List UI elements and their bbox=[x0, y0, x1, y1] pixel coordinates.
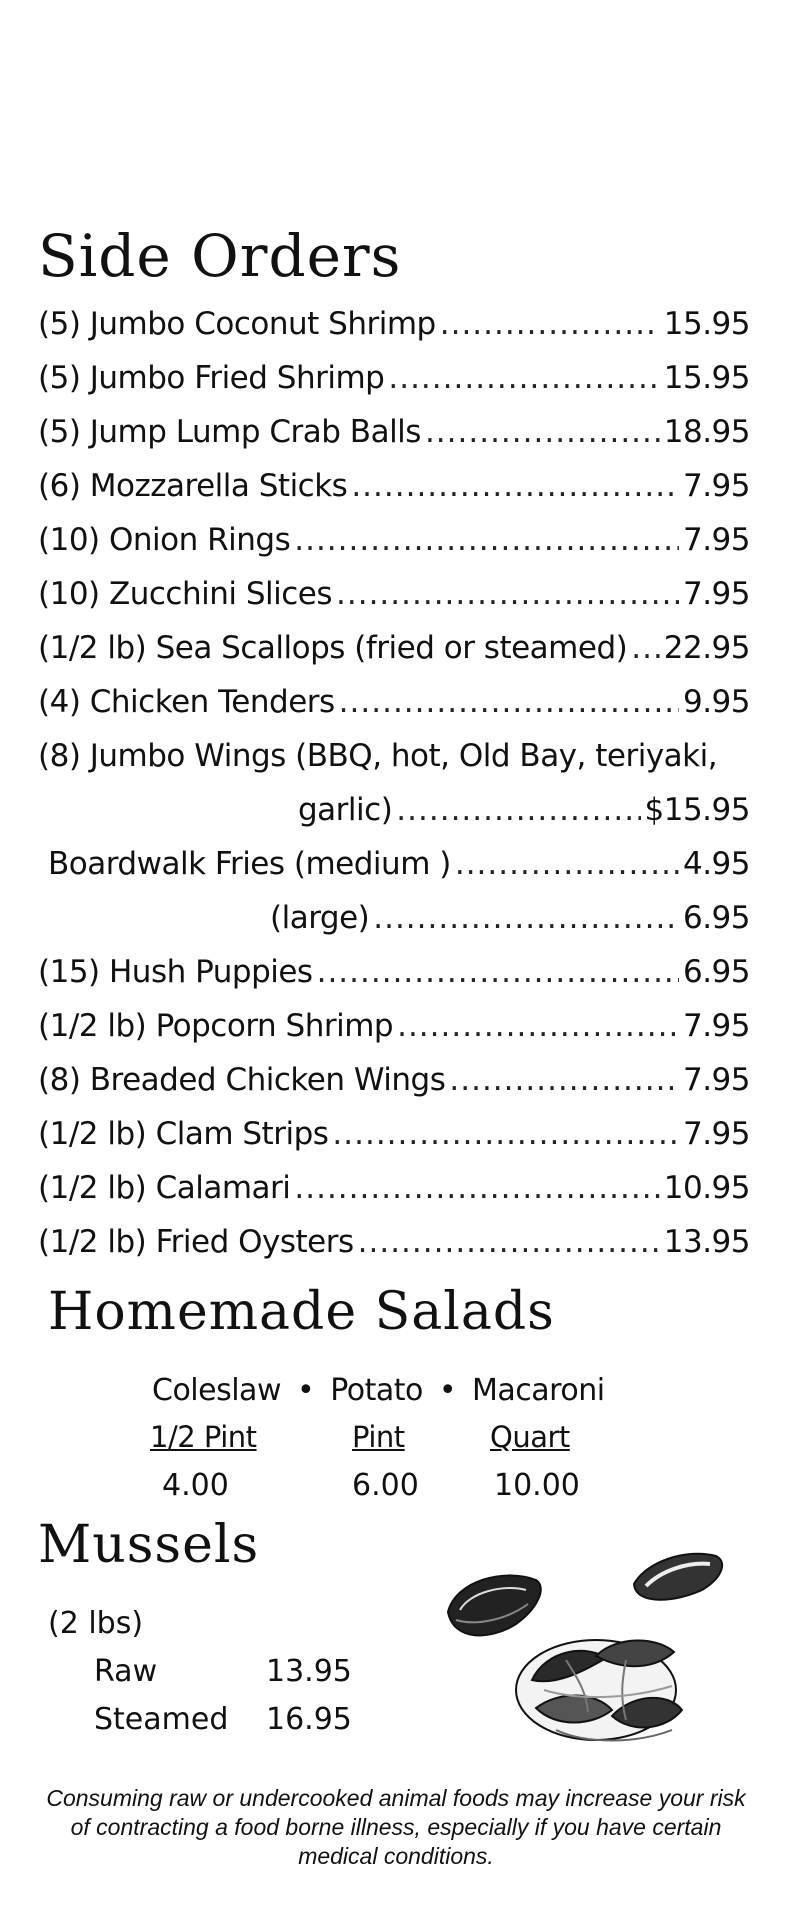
dot-leader bbox=[631, 630, 660, 666]
mussels-raw-price: 13.95 bbox=[266, 1654, 352, 1689]
homemade-salads-title: Homemade Salads bbox=[48, 1282, 555, 1342]
menu-item bbox=[38, 522, 750, 576]
dot-leader bbox=[449, 1062, 679, 1098]
item-price: 4.95 bbox=[682, 846, 750, 882]
menu-item bbox=[38, 1062, 750, 1116]
item-name: (4) Chicken Tenders bbox=[38, 684, 335, 720]
item-price: 7.95 bbox=[682, 522, 750, 558]
menu-item bbox=[38, 306, 750, 360]
dot-leader bbox=[373, 900, 679, 936]
item-name: (1/2 lb) Fried Oysters bbox=[38, 1224, 354, 1260]
mussels-raw-label: Raw bbox=[94, 1654, 158, 1689]
item-name: (8) Breaded Chicken Wings bbox=[38, 1062, 446, 1098]
item-name: (5) Jumbo Fried Shrimp bbox=[38, 360, 385, 396]
salad-size-quart: Quart bbox=[490, 1420, 570, 1454]
dot-leader bbox=[351, 468, 679, 504]
item-price: 22.95 bbox=[663, 630, 750, 666]
salad-price-pint: 6.00 bbox=[352, 1468, 419, 1503]
menu-item bbox=[38, 1170, 750, 1224]
item-name: garlic) bbox=[298, 792, 393, 828]
mussels-quantity: (2 lbs) bbox=[48, 1606, 144, 1641]
dot-leader bbox=[425, 414, 660, 450]
item-price: 7.95 bbox=[682, 1116, 750, 1152]
item-name: (8) Jumbo Wings (BBQ, hot, Old Bay, teriyaki, bbox=[38, 738, 718, 774]
item-name: (1/2 lb) Sea Scallops (fried or steamed) bbox=[38, 630, 628, 666]
menu-item bbox=[38, 954, 750, 1008]
item-price: 6.95 bbox=[682, 900, 750, 936]
dot-leader bbox=[397, 1008, 679, 1044]
mussels-illustration-icon bbox=[436, 1540, 736, 1760]
item-price: 13.95 bbox=[663, 1224, 750, 1260]
health-disclaimer: Consuming raw or undercooked animal foods may increase your risk of contracting a food borne illness, especially if you have certain medical conditions. bbox=[46, 1785, 746, 1869]
mussels-title: Mussels bbox=[38, 1515, 260, 1575]
salad-type-macaroni: Macaroni bbox=[472, 1373, 605, 1408]
dot-leader bbox=[339, 684, 679, 720]
menu-item bbox=[38, 360, 750, 414]
item-name: (1/2 lb) Popcorn Shrimp bbox=[38, 1008, 394, 1044]
salad-price-half-pint: 4.00 bbox=[162, 1468, 229, 1503]
bullet-separator: • bbox=[438, 1373, 457, 1408]
menu-item bbox=[38, 1116, 750, 1170]
dot-leader bbox=[396, 792, 640, 828]
menu-item bbox=[38, 738, 750, 792]
dot-leader bbox=[455, 846, 679, 882]
dot-leader bbox=[332, 1116, 679, 1152]
item-price: 7.95 bbox=[682, 1062, 750, 1098]
menu-item bbox=[38, 576, 750, 630]
dot-leader bbox=[440, 306, 660, 342]
salad-type-potato: Potato bbox=[330, 1373, 423, 1408]
dot-leader bbox=[388, 360, 659, 396]
item-name: (5) Jump Lump Crab Balls bbox=[38, 414, 421, 450]
item-price: $15.95 bbox=[644, 792, 750, 828]
menu-item bbox=[38, 414, 750, 468]
item-price: 7.95 bbox=[682, 1008, 750, 1044]
item-name: (15) Hush Puppies bbox=[38, 954, 313, 990]
salad-price-quart: 10.00 bbox=[494, 1468, 580, 1503]
dot-leader bbox=[317, 954, 679, 990]
item-price: 18.95 bbox=[663, 414, 750, 450]
item-name: (10) Zucchini Slices bbox=[38, 576, 333, 612]
salad-type-coleslaw: Coleslaw bbox=[152, 1373, 281, 1408]
menu-item bbox=[38, 630, 750, 684]
menu-item bbox=[38, 684, 750, 738]
item-price: 6.95 bbox=[682, 954, 750, 990]
item-name: (1/2 lb) Clam Strips bbox=[38, 1116, 329, 1152]
menu-item bbox=[38, 1008, 750, 1062]
item-price: 7.95 bbox=[682, 576, 750, 612]
item-name: Boardwalk Fries (medium ) bbox=[48, 846, 451, 882]
item-name: (6) Mozzarella Sticks bbox=[38, 468, 348, 504]
item-name: (1/2 lb) Calamari bbox=[38, 1170, 291, 1206]
menu-item-continuation bbox=[38, 792, 750, 846]
side-orders-list bbox=[38, 306, 750, 1278]
dot-leader bbox=[358, 1224, 660, 1260]
mussels-steamed-label: Steamed bbox=[94, 1702, 229, 1737]
mussels-steamed-price: 16.95 bbox=[266, 1702, 352, 1737]
item-name: (5) Jumbo Coconut Shrimp bbox=[38, 306, 436, 342]
dot-leader bbox=[336, 576, 679, 612]
item-price: 15.95 bbox=[663, 306, 750, 342]
item-name: (large) bbox=[270, 900, 370, 936]
salad-size-pint: Pint bbox=[352, 1420, 405, 1454]
salad-types bbox=[152, 1373, 605, 1408]
bullet-separator: • bbox=[296, 1373, 315, 1408]
menu-item bbox=[38, 468, 750, 522]
dot-leader bbox=[294, 1170, 659, 1206]
side-orders-title: Side Orders bbox=[38, 222, 402, 290]
item-price: 15.95 bbox=[663, 360, 750, 396]
menu-item bbox=[38, 846, 750, 900]
item-price: 10.95 bbox=[663, 1170, 750, 1206]
salad-size-half-pint: 1/2 Pint bbox=[150, 1420, 257, 1454]
menu-item bbox=[38, 1224, 750, 1278]
item-name: (10) Onion Rings bbox=[38, 522, 291, 558]
dot-leader bbox=[294, 522, 679, 558]
item-price: 9.95 bbox=[682, 684, 750, 720]
item-price: 7.95 bbox=[682, 468, 750, 504]
menu-item-continuation bbox=[38, 900, 750, 954]
